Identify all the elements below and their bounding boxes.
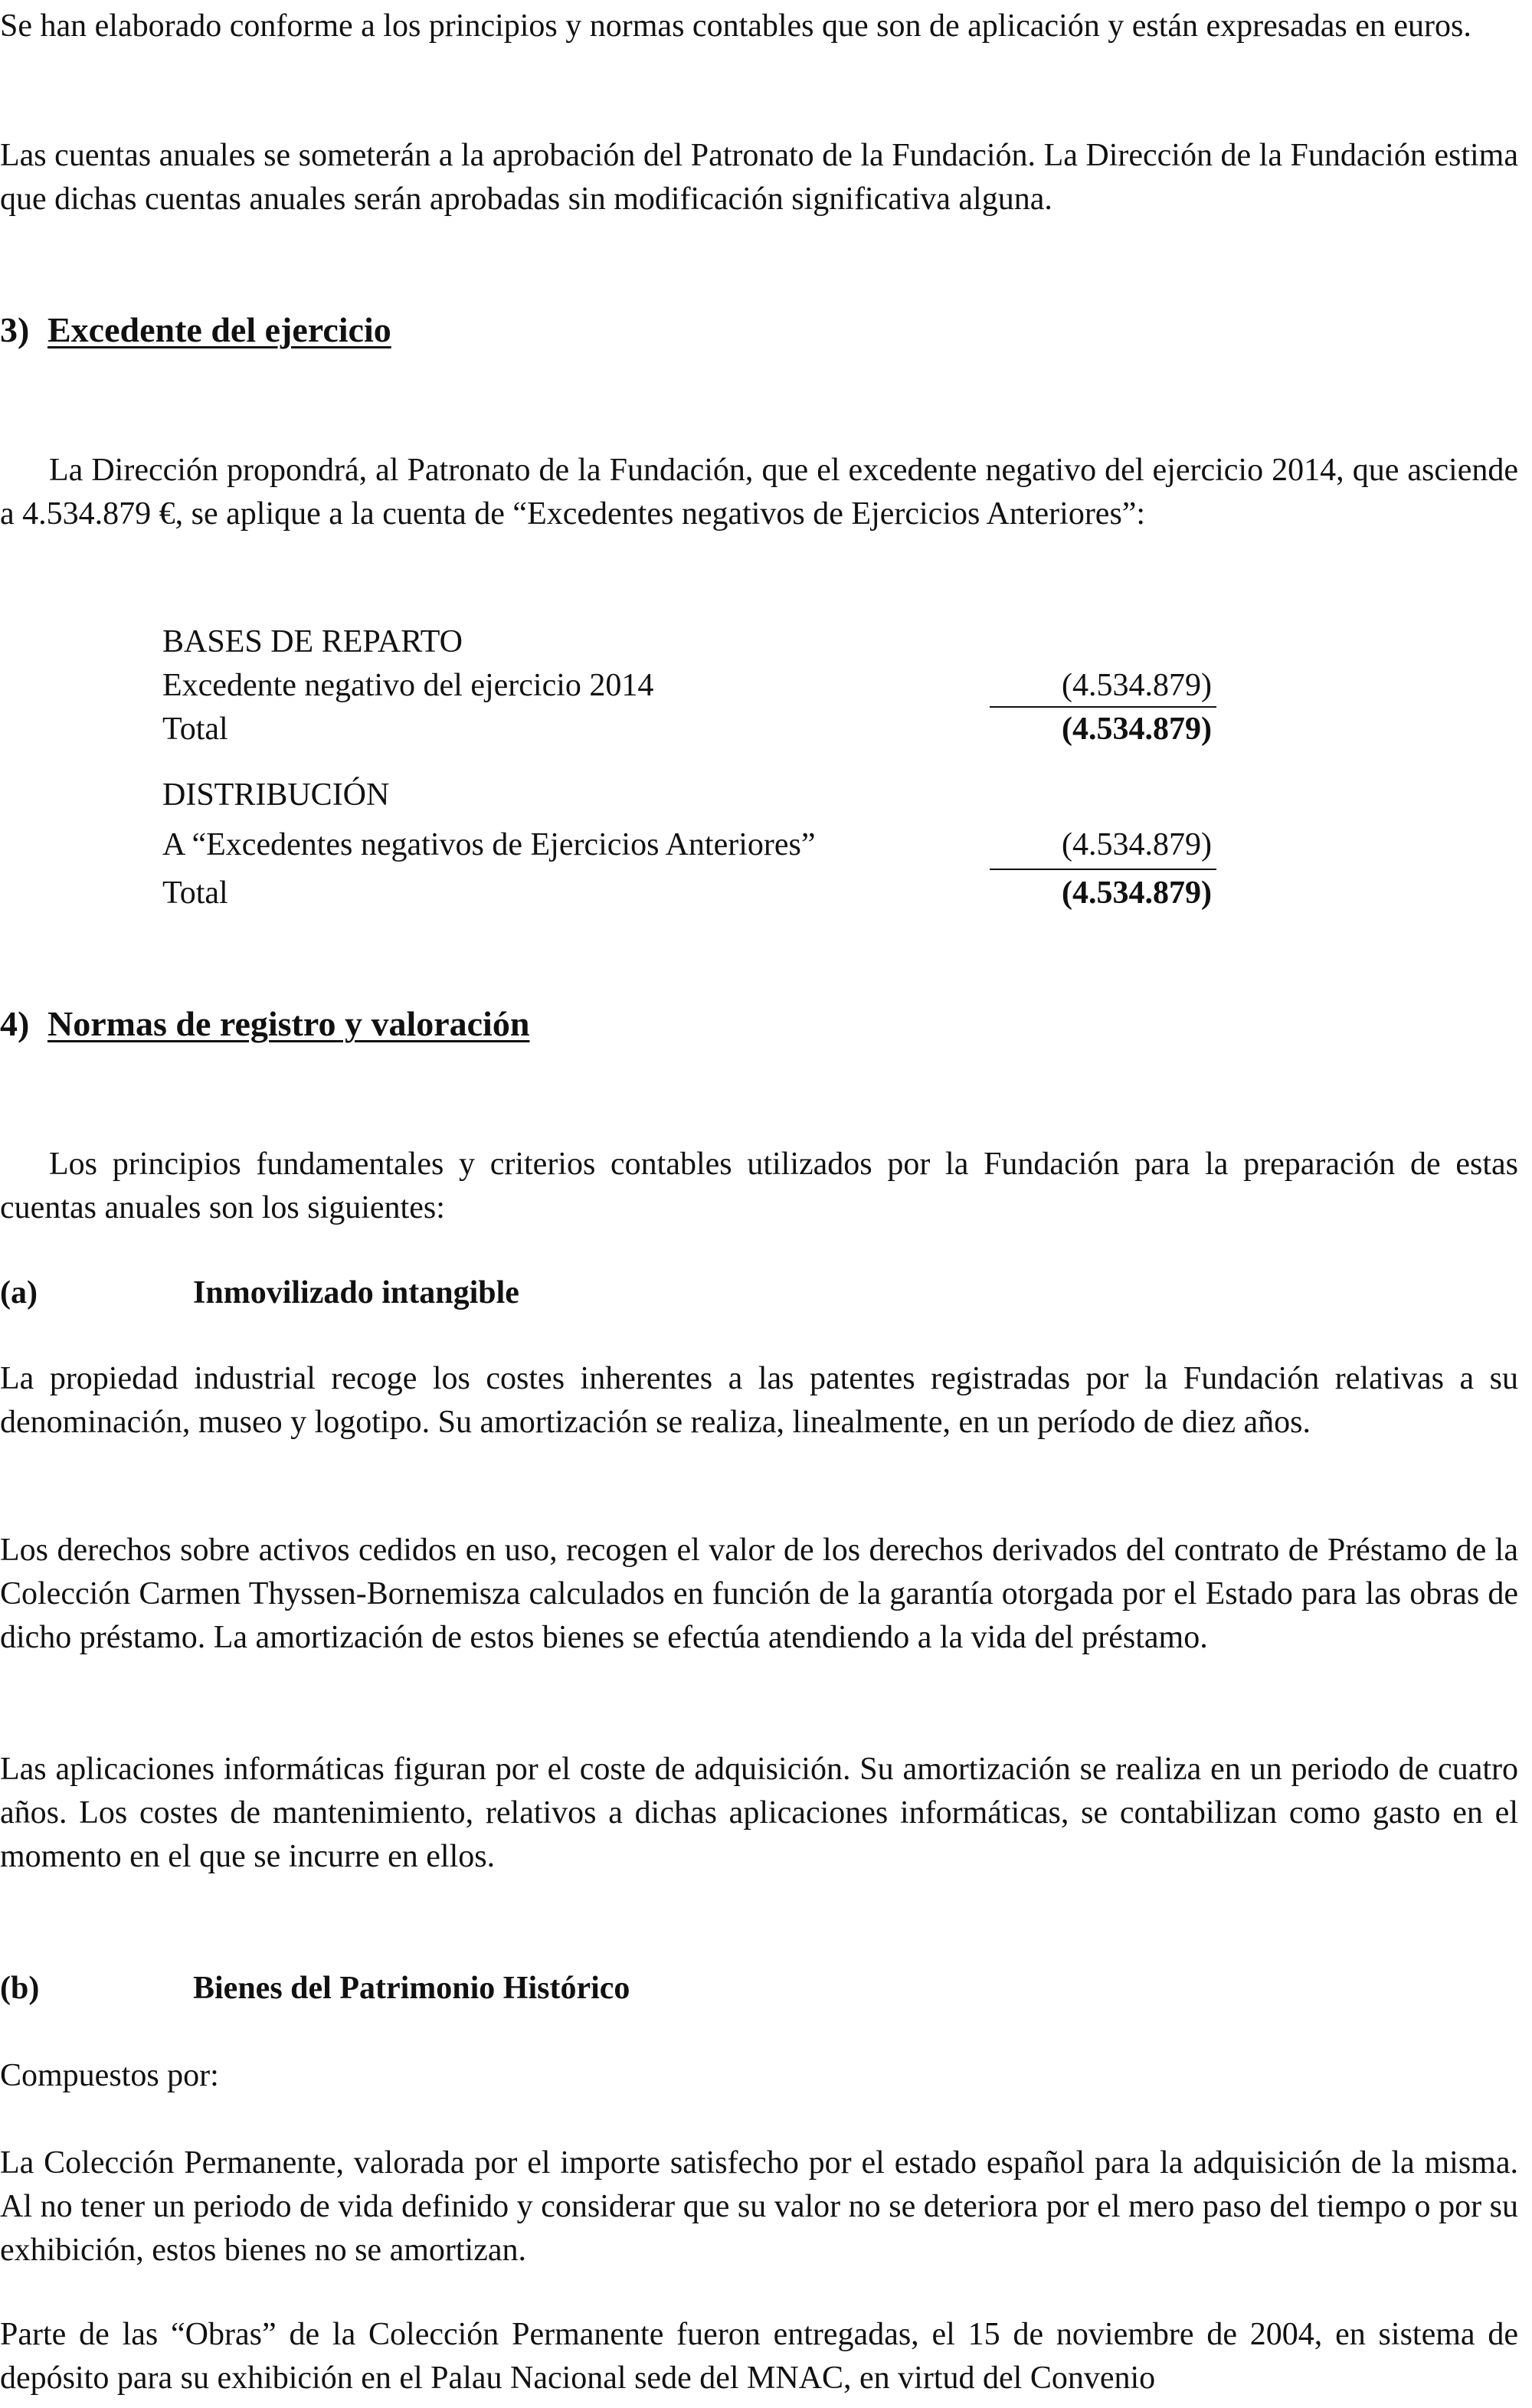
bases-row-label: Excedente negativo del ejercicio 2014: [162, 668, 654, 703]
subsection-letter: (b): [0, 1971, 40, 2006]
distribution-total-label: Total: [162, 875, 228, 911]
subsection-heading-b: [0, 1967, 630, 2010]
paragraph-industrial-property: La propiedad industrial recoge los costes inherentes a las patentes registradas por la Fundación relativas a su denominación, museo y logotipo. Su amortización se realiza, linealmente, en un período de diez años.: [0, 1361, 1518, 1440]
section-number: 3): [0, 310, 30, 349]
section-heading-4: [0, 1002, 529, 1045]
paragraph-composed-by: Compuestos por:: [0, 2058, 219, 2093]
bases-total-label: Total: [162, 712, 228, 747]
subsection-heading-a: [0, 1271, 519, 1315]
distribution-row-amount: (4.534.879): [1062, 827, 1212, 862]
bases-title: BASES DE REPARTO: [162, 624, 463, 659]
paragraph-surplus-proposal: La Dirección propondrá, al Patronato de la Fundación, que el excedente negativo del ejercicio 2014, que asciende a 4.534.879 €, se aplique a la cuenta de “Excedentes negativos de Ejercicios Anteriores”:: [0, 453, 1518, 532]
bases-row-amount: (4.534.879): [1062, 668, 1212, 703]
section-title: Excedente del ejercicio: [47, 310, 391, 349]
bases-total-amount: (4.534.879): [1062, 712, 1212, 747]
section-heading-3: [0, 308, 391, 352]
paragraph-deposit-works: Parte de las “Obras” de la Colección Permanente fueron entregadas, el 15 de noviembre de 2004, en sistema de depósito para su exhibición en el Palau Nacional sede del MNAC, en virtud del Convenio: [0, 2317, 1518, 2396]
paragraph-principles-intro: Los principios fundamentales y criterios contables utilizados por la Fundación para la preparación de estas cuentas anuales son los siguientes:: [0, 1147, 1518, 1225]
subsection-letter: (a): [0, 1275, 38, 1310]
section-number: 4): [0, 1004, 30, 1043]
paragraph-software: Las aplicaciones informáticas figuran por el coste de adquisición. Su amortización se realiza en un periodo de cuatro años. Los costes de mantenimiento, relativos a dichas aplicaciones informáticas, se contabilizan como gasto en el momento en el que se incurre en ellos.: [0, 1752, 1518, 1874]
paragraph-presentation: Se han elaborado conforme a los principios y normas contables que son de aplicación y están expresadas en euros.: [0, 8, 1471, 44]
paragraph-ceded-assets: Los derechos sobre activos cedidos en uso, recogen el valor de los derechos derivados del contrato de Préstamo de la Colección Carmen Thyssen-Bornemisza calculados en función de la garantía otorgada por el Estado para las obras de dicho préstamo. La amortización de estos bienes se efectúa atendiendo a la vida del préstamo.: [0, 1533, 1518, 1655]
subsection-title: Bienes del Patrimonio Histórico: [193, 1971, 630, 2006]
distribution-title: DISTRIBUCIÓN: [162, 777, 390, 813]
distribution-row-label: A “Excedentes negativos de Ejercicios Anteriores”: [162, 827, 816, 862]
section-title: Normas de registro y valoración: [47, 1004, 530, 1043]
distribution-total-rule: [990, 869, 1216, 870]
paragraph-permanent-collection: La Colección Permanente, valorada por el importe satisfecho por el estado español para la adquisición de la misma. Al no tener un periodo de vida definido y considerar que su valor no se deteriora por el mero paso del tiempo o por su exhibición, estos bienes no se amortizan.: [0, 2145, 1518, 2268]
subsection-title: Inmovilizado intangible: [193, 1275, 519, 1310]
distribution-total-amount: (4.534.879): [1062, 875, 1212, 911]
paragraph-approval: Las cuentas anuales se someterán a la aprobación del Patronato de la Fundación. La Dirección de la Fundación estima que dichas cuentas anuales serán aprobadas sin modificación significativa alguna.: [0, 138, 1518, 217]
